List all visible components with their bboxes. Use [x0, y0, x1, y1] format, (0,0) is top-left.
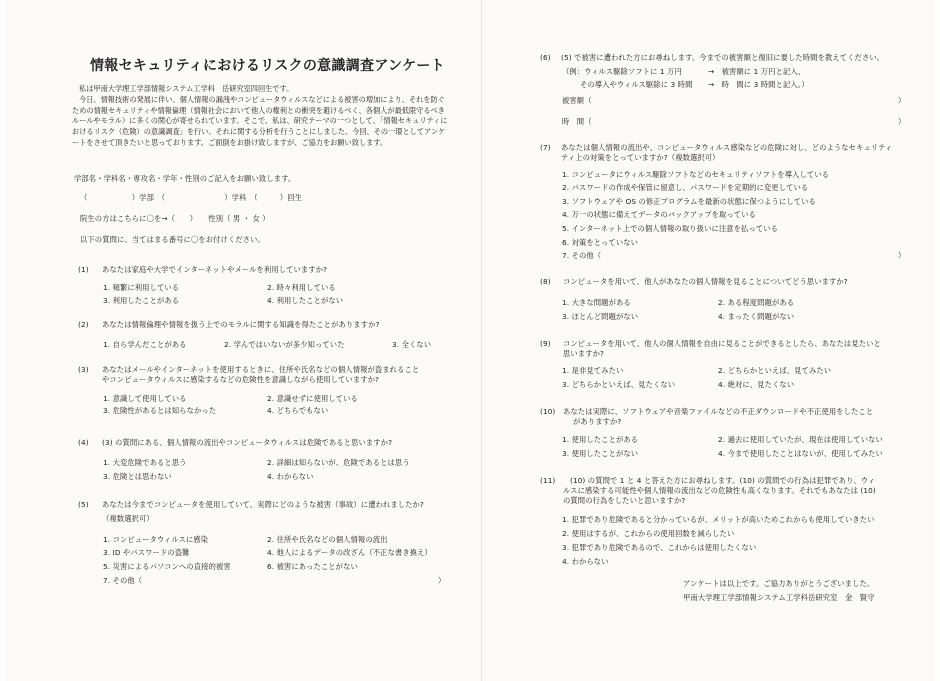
q4-option-1: 1. 大変危険であると思う [103, 458, 187, 467]
q5-option-3: 3. ID やパスワードの盗難 [103, 548, 190, 557]
page-title: 情報セキュリティにおけるリスクの意識調査アンケート [90, 58, 445, 74]
q3-option-4: 4. どちらでもない [267, 406, 329, 415]
q5-option-2: 2. 住所や氏名などの個人情報の流出 [267, 535, 388, 544]
q1-option-2: 2. 時々利用している [267, 283, 336, 292]
q6-example-1a: （例：ウィルス駆除ソフトに 1 万円 [562, 67, 682, 76]
q5-option-7: 7. その他（ [103, 576, 143, 585]
profile-prompt: 学部名・学科名・専攻名・学年・性別のご記入をお願い致します。 [74, 174, 296, 183]
q7-option-4: 4. 万一の状態に備えてデータのバックアップを取っている [562, 210, 756, 219]
q10-option-2: 2. 過去に使用していたが、現在は使用していない [718, 435, 883, 444]
q2-number: (2) [78, 320, 89, 329]
q11-number: (11) [540, 476, 556, 485]
signature: 甲南大学理工学部情報システム工学科岳研究室 金 賢守 [683, 593, 875, 602]
q3-option-3: 3. 危険性があるとは知らなかった [103, 406, 217, 415]
intro-paragraph [72, 84, 448, 149]
intro-line-1: 私は甲南大学理工学部情報システム工学科 岳研究室四回生です。 [79, 84, 294, 93]
q5-note: （複数選択可） [102, 514, 154, 523]
q7-text-line-1: あなたは個人情報の流出や、コンピュータウィルス感染などの危険に対し、どのようなセキュリティ [561, 143, 893, 152]
q7-option-5: 5. インターネット上での個人情報の取り扱いに注意を払っている [562, 224, 779, 233]
q9-text-line-2: 思いますか? [563, 349, 604, 358]
q2-option-1: 1. 自ら学んだことがある [103, 340, 187, 349]
q1-option-3: 3. 利用したことがある [103, 296, 180, 305]
q7-option-6: 6. 対策をとっていない [562, 238, 639, 247]
q3-option-1: 1. 意識して使用している [103, 394, 187, 403]
q10-number: (10) [540, 407, 556, 416]
q8-option-4: 4. まったく問題がない [718, 312, 795, 321]
q9-option-1: 1. 是非見てみたい [562, 366, 624, 375]
q10-text-line-2: がありますか? [573, 417, 622, 426]
q4-option-2: 2. 詳細は知らないが、危険であるとは思う [267, 458, 410, 467]
q7-option-7-close: ） [898, 251, 906, 260]
q9-option-4: 4. 絶対に、見たくない [718, 380, 795, 389]
q6-example-2a: その導入やウィルス駆除に 3 時間 [580, 80, 693, 89]
q6-damage-label: 被害額（ [562, 96, 592, 105]
q4-number: (4) [78, 438, 89, 447]
q6-time-close: ） [898, 117, 906, 126]
q10-option-1: 1. 使用したことがある [562, 435, 639, 444]
q8-text: コンピュータを用いて、他人があなたの個人情報を見ることについてどう思いますか? [563, 277, 848, 286]
q11-option-3: 3. 犯罪であり危険であるので、これからは使用したくない [562, 543, 757, 552]
q8-number: (8) [540, 277, 551, 286]
instruction-text: 以下の質問に、当てはまる番号に〇をお付けください。 [80, 235, 265, 244]
q7-number: (7) [540, 143, 551, 152]
q10-text-line-1: あなたは実際に、ソフトウェアや音楽ファイルなどの不正ダウンロードや不正使用をしたこと [563, 407, 874, 416]
q5-option-7-close: ） [438, 576, 446, 585]
q3-number: (3) [78, 365, 89, 374]
q5-option-6: 6. 被害にあったことがない [267, 562, 358, 571]
q9-option-3: 3. どちらかといえば、見たくない [562, 380, 676, 389]
q11-text-line-2: ルスに感染する可能性や個人情報の流出などの危険性も高くなります。それでもあなたは (10) [563, 486, 876, 495]
q9-option-2: 2. どちらかといえば、見てみたい [718, 366, 832, 375]
q6-text: (5) で被害に遭われた方にお尋ねします。今までの被害額と復旧に要した時間を教えてください。 [561, 53, 885, 62]
q11-option-4: 4. わからない [562, 557, 609, 566]
q7-option-2: 2. パスワードの作成や保管に留意し、パスワードを定期的に変更している [562, 183, 809, 192]
q6-time-label: 時 間（ [562, 117, 592, 126]
q9-number: (9) [540, 339, 551, 348]
q11-option-1: 1. 犯罪であり危険であると分かっているが、メリットが高いためこれからも使用していきたい [562, 515, 875, 524]
q4-option-4: 4. わからない [267, 472, 314, 481]
q11-text-line-3: の質問の行為をしたいと思いますか? [563, 496, 686, 505]
q6-number: (6) [540, 53, 551, 62]
q2-option-2: 2. 学んではいないが多少知っていた [224, 340, 345, 349]
intro-line-2: 今日、情報技術の発展に伴い、個人情報の漏洩やコンピュータウィルスなどによる被害の増加により、それを防ぐための情報セキュリティや情報倫理（情報社会において他人の権利との衝突を避けるべく、各個人が最低限守るべきルールやモラル）に多くの関心が寄せられています。そこで、私は、研究テーマの一つとして、「情報セキュリティにおけるリスク（危険）の意識調査」を行い、それに関する分析を行うことにしました。今回、その一環としてアンケートをさせて頂きたいと思っております。ご面倒をお掛け致しますが、ご協力をお願い致します。 [72, 94, 448, 147]
q2-option-3: 3. 全くない [392, 340, 432, 349]
q10-option-3: 3. 使用したことがない [562, 449, 639, 458]
q1-option-1: 1. 頻繁に利用している [103, 283, 180, 292]
profile-line-2: 院生の方はこちらに〇を→（ ） 性別（ 男 ・ 女 ） [80, 214, 270, 223]
q11-option-2: 2. 使用はするが、これからの使用回数を減らしたい [562, 529, 735, 538]
q7-option-7: 7. その他（ [562, 251, 602, 260]
q7-option-1: 1. コンピュータにウィルス駆除ソフトなどのセキュリティソフトを導入している [562, 170, 830, 179]
q5-option-1: 1. コンピュータウィルスに感染 [103, 535, 209, 544]
closing-text: アンケートは以上です。ご協力ありがとうございました。 [683, 579, 875, 588]
page-fold-divider [481, 0, 482, 681]
q1-text: あなたは家庭や大学でインターネットやメールを利用していますか? [102, 265, 328, 274]
q8-option-3: 3. ほとんど問題がない [562, 312, 639, 321]
q3-option-2: 2. 意識せずに使用している [267, 394, 358, 403]
page-right-edge [934, 0, 940, 681]
q10-option-4: 4. 今まで使用したことはないが、使用してみたい [718, 449, 883, 458]
q3-text-line-2: やコンピュータウィルスに感染するなどの危険性を意識しながら使用していますか? [102, 375, 379, 384]
q8-option-2: 2. ある程度問題がある [718, 298, 795, 307]
q6-example-1b: → 被害額に 1 万円と記入、 [708, 67, 806, 76]
q9-text-line-1: コンピュータを用いて、他人の個人情報を自由に見ることができるとしたら、あなたは見たいと [563, 339, 881, 348]
q5-number: (5) [78, 500, 89, 509]
q5-option-5: 5. 災害によるパソコンへの直接的被害 [103, 562, 231, 571]
q5-text: あなたは今までコンピュータを使用していて、実際にどのような被害（事故）に遭われましたか? [102, 500, 424, 509]
q3-text-line-1: あなたはメールやインターネットを使用するときに、住所や氏名などの個人情報が盗まれること [102, 365, 420, 374]
q11-text-line-1: (10) の質問で 1 と 4 と答えた方にお尋ねします。(10) の質問での行為は犯罪であり、ウィ [570, 476, 876, 485]
q6-example-2b: → 時 間に 3 時間と記入。） [708, 80, 809, 89]
profile-line-1: （ ）学部 （ ）学科 （ ）回生 [80, 193, 303, 202]
page-left-edge [0, 0, 6, 681]
q8-option-1: 1. 大きな問題がある [562, 298, 631, 307]
q5-option-4: 4. 他人によるデータの改ざん（不正な書き換え） [267, 548, 432, 557]
q1-number: (1) [78, 265, 89, 274]
q2-text: あなたは情報倫理や情報を扱う上でのモラルに関する知識を得たことがありますか? [102, 320, 380, 329]
q7-option-3: 3. ソフトウェアや OS の修正プログラムを最新の状態に保つようにしている [562, 197, 816, 206]
q1-option-4: 4. 利用したことがない [267, 296, 344, 305]
q6-damage-close: ） [898, 96, 906, 105]
q4-text: (3) の質問にある、個人情報の流出やコンピュータウィルスは危険であると思いますか? [102, 438, 393, 447]
q7-text-line-2: ティ上の対策をとっていますか?（複数選択可） [561, 153, 720, 162]
q4-option-3: 3. 危険とは思わない [103, 472, 172, 481]
